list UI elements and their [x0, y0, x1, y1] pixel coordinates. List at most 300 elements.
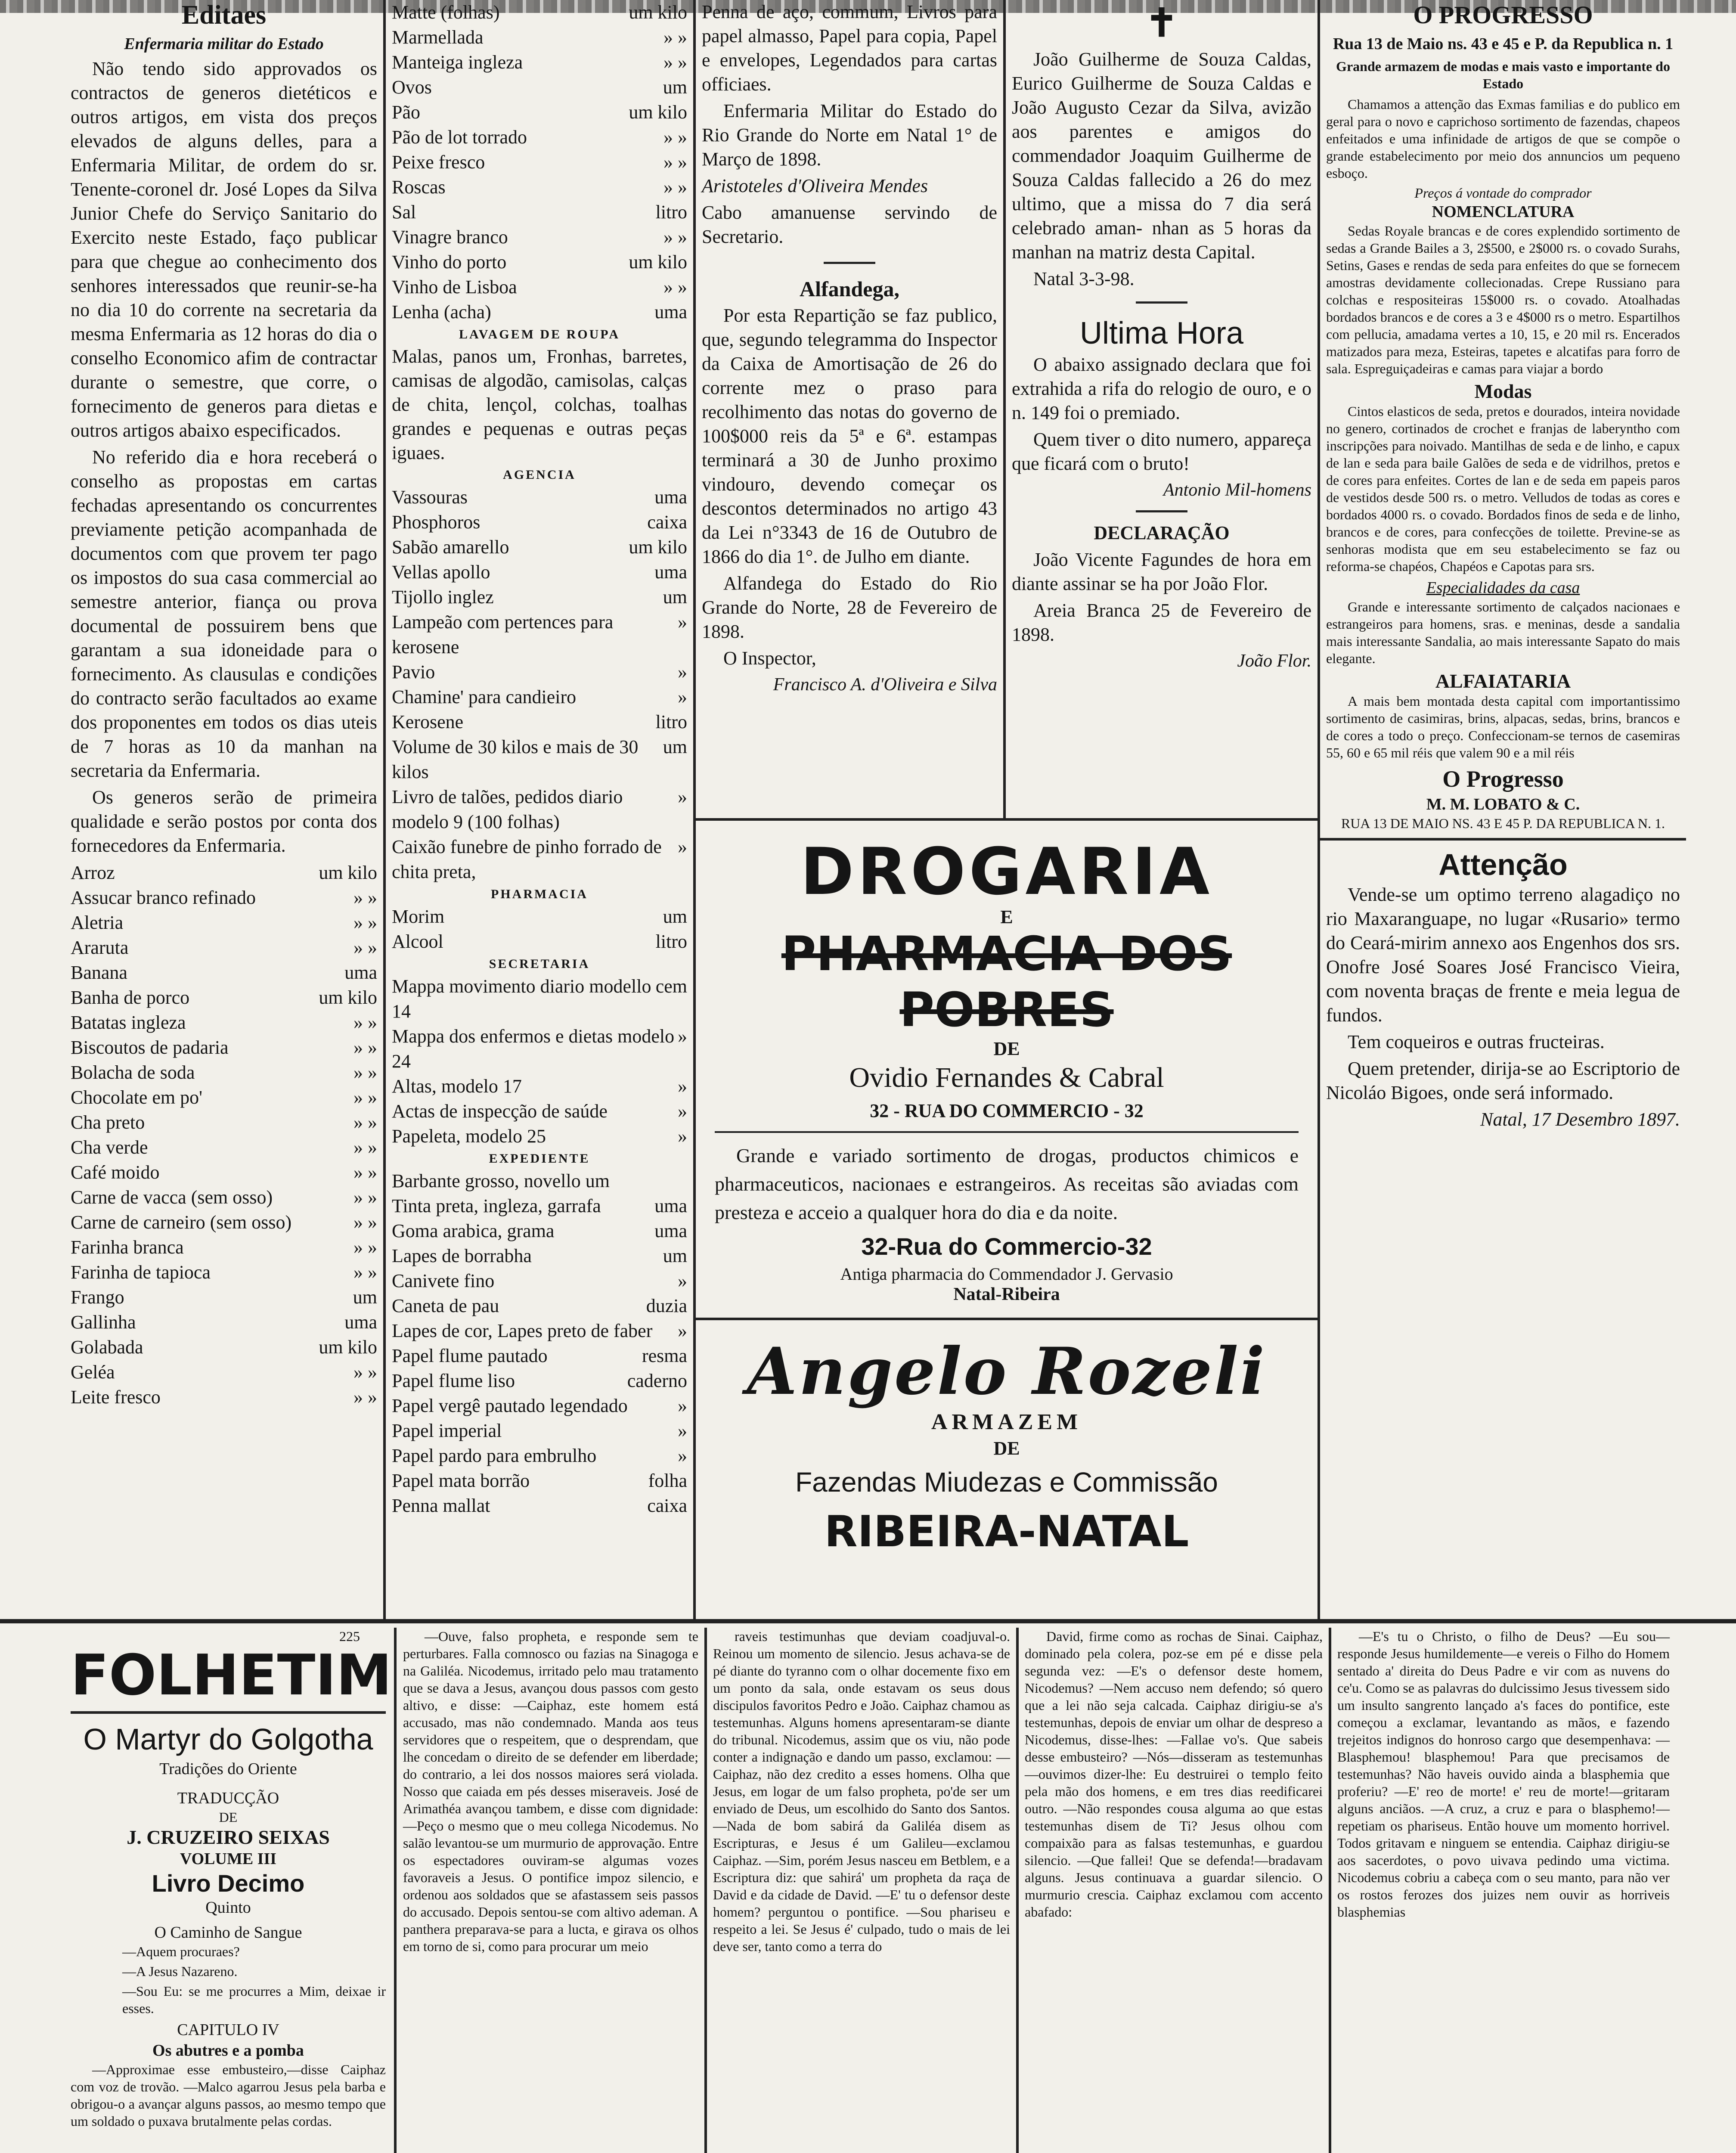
folhetim-chapter: CAPITULO IV	[177, 2021, 279, 2039]
goods-item-name: Assucar branco refinado	[71, 887, 256, 908]
brand-address: RUA 13 DE MAIO NS. 43 E 45 P. DA REPUBLICA N. 1.	[1341, 816, 1665, 831]
goods-item	[392, 1418, 687, 1443]
goods-item-name: Tijollo inglez	[392, 586, 494, 608]
goods-item-unit: » »	[353, 1162, 377, 1183]
goods-item	[392, 50, 687, 75]
folhetim-livro: Livro Decimo	[152, 1870, 305, 1897]
goods-item-unit: caixa	[647, 1495, 687, 1516]
goods-item-name: Lenha (acha)	[392, 301, 491, 323]
laundry-text: Malas, panos um, Fronhas, barretes, camisas de algodão, camisolas, calças de chita, lençol, colchas, toalhas grandes e pequenas e outras peças iguaes.	[392, 346, 687, 463]
alfaiataria-text: A mais bem montada desta capital com importantissimo sortimento de casimiras, brins, alpacas, sedas, brins, brancos e de cores a todo o preço. Confeccionam-se ternos de casemiras 55, 60 e 65 mil réis que valem 90 e a mil réis	[1326, 693, 1680, 760]
goods-item-name: Chocolate em po'	[71, 1087, 203, 1108]
folhetim-volume: VOLUME III	[180, 1850, 277, 1868]
goods-item-name: Livro de talões, pedidos diario modelo 9 (100 folhas)	[392, 786, 623, 832]
goods-item-unit: »	[678, 1320, 687, 1341]
goods-item	[71, 910, 377, 935]
section-heading: SECRETARIA	[489, 957, 590, 971]
goods-item	[392, 560, 687, 585]
story-column	[1019, 1628, 1329, 2153]
goods-item	[392, 1443, 687, 1468]
goods-item-unit: » »	[663, 27, 687, 48]
goods-item-name: Papel flume pautado	[392, 1345, 548, 1366]
goods-item	[71, 1135, 377, 1160]
goods-item-unit: »	[678, 1101, 687, 1122]
goods-item-unit: »	[678, 1026, 687, 1047]
goods-item	[392, 275, 687, 300]
folhetim-number: 225	[339, 1629, 360, 1644]
goods-item-name: Araruta	[71, 937, 129, 958]
goods-item	[392, 929, 687, 954]
store-intro: Chamamos a attenção das Exmas familias e do publico em geral para o novo e caprichoso sortimento de fazendas, chapeos enfeitados e uma infinidade de artigos de que se compõe o grande estabelecimento por meio dos annuncios um pequeno esboço.	[1326, 96, 1680, 181]
goods-item-name: Geléa	[71, 1362, 115, 1383]
goods-item	[71, 860, 377, 885]
alfaiataria-heading: ALFAIATARIA	[1435, 670, 1571, 692]
goods-list	[392, 974, 687, 1149]
drogaria-title: DROGARIA	[800, 835, 1213, 909]
goods-item-unit: »	[678, 611, 687, 633]
folhetim-chapter-title: Os abutres e a pomba	[152, 2041, 304, 2060]
attention-text: Tem coqueiros e outras fructeiras.	[1348, 1031, 1605, 1052]
inspector-label: O Inspector,	[723, 648, 816, 669]
divider	[1320, 838, 1686, 841]
goods-item	[392, 1493, 687, 1518]
goods-list	[392, 0, 687, 325]
goods-item	[71, 1285, 377, 1310]
section-heading: PHARMACIA	[491, 887, 588, 901]
divider	[71, 1711, 386, 1714]
column-header: Editaes	[181, 0, 267, 30]
rozeli-place: RIBEIRA-NATAL	[824, 1506, 1189, 1557]
goods-item-name: Farinha de tapioca	[71, 1262, 211, 1283]
goods-item	[392, 710, 687, 735]
goods-item	[392, 25, 687, 50]
folhetim-traducao: TRADUCÇÃO	[177, 1789, 279, 1807]
goods-item-unit: uma	[654, 301, 687, 323]
goods-item-unit: »	[678, 661, 687, 683]
goods-item-name: Caixão funebre de pinho forrado de chita preta,	[392, 836, 662, 882]
goods-item-name: Alcool	[392, 931, 443, 952]
goods-item	[392, 510, 687, 535]
goods-item	[392, 1074, 687, 1099]
goods-item	[392, 904, 687, 929]
secretaria-note: Enfermaria Militar do Estado do Rio Grande do Norte em Natal 1° de Março de 1898.	[702, 100, 997, 170]
ultima-hora-title: Ultima Hora	[1079, 316, 1244, 351]
goods-item-name: Batatas ingleza	[71, 1012, 186, 1033]
goods-item-unit: um kilo	[629, 537, 687, 558]
goods-item	[71, 1385, 377, 1410]
notice-paragraph: Os generos serão de primeira qualidade e serão postos por conta dos fornecedores da Enfermaria.	[71, 787, 377, 856]
goods-item	[392, 1244, 687, 1269]
goods-item-unit: litro	[655, 202, 687, 223]
goods-item-unit: um kilo	[319, 1337, 377, 1358]
goods-item-name: Ovos	[392, 77, 432, 98]
column-enfermaria	[65, 0, 383, 1619]
goods-item	[392, 175, 687, 200]
folhetim-de: DE	[219, 1809, 238, 1825]
goods-list	[392, 904, 687, 954]
goods-item-name: Vinagre branco	[392, 226, 508, 248]
goods-item-name: Café moido	[71, 1162, 160, 1183]
drogaria-place: Natal-Ribeira	[953, 1284, 1060, 1304]
goods-item	[392, 1294, 687, 1318]
folhetim-quote: —Aquem procuraes?	[122, 1944, 240, 1959]
goods-item-name: Vassouras	[392, 487, 468, 508]
goods-item	[392, 1024, 687, 1074]
goods-item-name: Papel imperial	[392, 1420, 502, 1441]
goods-item-name: Actas de inspecção de saúde	[392, 1101, 608, 1122]
goods-item	[71, 1260, 377, 1285]
especialidades-heading: Especialidades da casa	[1426, 579, 1580, 597]
goods-item-name: Altas, modelo 17	[392, 1076, 522, 1097]
goods-item	[71, 1035, 377, 1060]
goods-item-name: Pavio	[392, 661, 435, 683]
goods-item-unit: um kilo	[629, 251, 687, 273]
goods-item	[392, 974, 687, 1024]
goods-item-unit: »	[678, 1420, 687, 1441]
ultima-hora-text: O abaixo assignado declara que foi extrahida a rifa do relogio de ouro, e o n. 149 foi o premiado.	[1012, 354, 1311, 423]
rozeli-advertisement	[698, 1326, 1316, 1615]
folhetim-title: FOLHETIM	[71, 1642, 392, 1708]
divider	[715, 1131, 1299, 1133]
goods-item-unit: um	[663, 906, 687, 927]
goods-item-name: Aletria	[71, 912, 124, 933]
column-rule	[394, 1628, 397, 2153]
goods-item-name: Carne de vacca (sem osso)	[71, 1187, 273, 1208]
goods-item-name: Papel vergê pautado legendado	[392, 1395, 628, 1416]
goods-item	[392, 1219, 687, 1244]
store-address: Rua 13 de Maio ns. 43 e 45 e P. da Republica n. 1	[1333, 35, 1674, 53]
goods-list	[71, 860, 377, 1410]
goods-item	[392, 1194, 687, 1219]
goods-item	[71, 985, 377, 1010]
goods-item-name: Banha de porco	[71, 987, 190, 1008]
goods-item	[71, 1085, 377, 1110]
goods-item	[71, 1185, 377, 1210]
goods-item	[71, 1210, 377, 1235]
attention-text: Vende-se um optimo terreno alagadiço no rio Maxaranguape, no lugar «Rusario» termo do Ceará-mirim annexo aos Engenhos dos srs. Onofre José Soares José Francisco Vieira, com noventa braças de frente e meia legua de fundos.	[1326, 884, 1680, 1026]
goods-item-unit: uma	[344, 1312, 377, 1333]
goods-item-unit: litro	[655, 711, 687, 732]
drogaria-address-2: 32-Rua do Commercio-32	[861, 1233, 1152, 1260]
drogaria-e: E	[1000, 906, 1013, 928]
goods-item-unit: um	[353, 1287, 377, 1308]
goods-item	[71, 1235, 377, 1260]
goods-item-unit: caderno	[627, 1370, 687, 1391]
goods-item-unit: »	[678, 786, 687, 807]
goods-item-unit: uma	[344, 962, 377, 983]
folhetim-text: —Approximae esse embusteiro,—disse Caiphaz com voz de trovão. —Malco agarrou Jesus pela barba e obrigou-o a avançar alguns passos, ao mesmo tempo que um soldado o puxava brutalmente pelas cordas.	[71, 2062, 386, 2129]
goods-item-unit: uma	[654, 1220, 687, 1241]
goods-item	[71, 1010, 377, 1035]
folhetim-header-column	[65, 1628, 392, 2153]
goods-item-name: Papeleta, modelo 25	[392, 1126, 546, 1147]
goods-item	[392, 1368, 687, 1393]
stationery-lines: Penna de aço, commum, Livros para papel almasso, Papel para copia, Papel e envelopes, Legendados para cartas officiaes.	[702, 1, 997, 95]
column-alfandega	[696, 0, 1003, 818]
goods-item-unit: » »	[353, 1087, 377, 1108]
goods-item-name: Manteiga ingleza	[392, 52, 523, 73]
goods-item-unit: » »	[663, 276, 687, 298]
section-heading: LAVAGEM DE ROUPA	[459, 327, 620, 341]
section-rule	[693, 818, 1320, 821]
folhetim-subtitle: O Martyr do Golgotha	[83, 1722, 373, 1756]
folhetim-quote: —A Jesus Nazareno.	[122, 1964, 238, 1979]
goods-item-name: Cha preto	[71, 1112, 145, 1133]
folhetim-subtitle-2: Tradições do Oriente	[159, 1760, 297, 1778]
goods-item-unit: uma	[654, 487, 687, 508]
goods-item-name: Canivete fino	[392, 1270, 495, 1291]
goods-item-name: Volume de 30 kilos e mais de 30 kilos	[392, 736, 639, 782]
goods-item-unit: caixa	[647, 512, 687, 533]
goods-item-unit: litro	[655, 931, 687, 952]
goods-item-unit: » »	[353, 887, 377, 908]
goods-item	[392, 535, 687, 560]
goods-item-unit: » »	[353, 912, 377, 933]
goods-item-unit: » »	[663, 127, 687, 148]
story-column	[397, 1628, 704, 2153]
goods-item-unit: » »	[353, 1237, 377, 1258]
alfandega-text: Por esta Repartição se faz publico, que, segundo telegramma do Inspector da Caixa de Amortisação de 26 do corrente mez o praso para recolhimento das notas do governo de 100$000 reis da 5ª e 6ª. estampas terminará a 30 de Junho proximo vindouro, devendo começar os descontos determinados no artigo 43 da Lei n°3343 de 16 de Outubro de 1866 do dia 1°. de Julho em diante.	[702, 305, 997, 567]
declaration-signature: João Flor.	[1237, 651, 1311, 671]
goods-item-unit: um kilo	[629, 2, 687, 23]
goods-item-name: Morim	[392, 906, 445, 927]
story-column	[707, 1628, 1016, 2153]
goods-item-unit: »	[678, 1076, 687, 1097]
brand-name: O Progresso	[1442, 766, 1564, 792]
folhetim-author: J. CRUZEIRO SEIXAS	[127, 1826, 330, 1848]
goods-item	[392, 1318, 687, 1343]
divider	[1136, 510, 1187, 512]
goods-item	[71, 1110, 377, 1135]
goods-item-name: Mappa dos enfermos e dietas modelo 24	[392, 1026, 675, 1072]
goods-item-unit: um	[663, 586, 687, 608]
goods-item-unit: » »	[353, 1137, 377, 1158]
attention-date: Natal, 17 Desembro 1897.	[1480, 1109, 1680, 1130]
folhetim-quote: —Sou Eu: se me procurres a Mim, deixae ir esses.	[122, 1983, 386, 2016]
goods-item	[392, 1269, 687, 1294]
ultima-hora-text: Quem tiver o dito numero, appareça que ficará com o bruto!	[1012, 429, 1311, 474]
goods-list	[392, 485, 687, 884]
goods-item-unit: » »	[663, 152, 687, 173]
goods-item-unit: »	[678, 1395, 687, 1416]
declaration-place: Areia Branca 25 de Fevereiro de 1898.	[1012, 600, 1311, 645]
goods-item	[392, 150, 687, 175]
goods-item	[392, 685, 687, 710]
column-notices	[1006, 0, 1318, 818]
goods-item	[392, 610, 687, 660]
story-text: David, firme como as rochas de Sinai. Caiphaz, dominado pela colera, poz-se em pé e disse pela segunda vez: —E's o defensor deste homem, Nicodemus? —Nem accuso nem defendo; só quero que a lei não seja calcada. Caiphaz dirigiu-se a's testemunhas, depois de enviar um olhar de despreso a Nicodemus, disse-lhes: —Fallae vo's. Que sabeis desse embusteiro? —Nós—disseram as testemunhas—ouvimos dizer-lhe: Eu destruirei o templo feito pela mão dos homens, e em tres dias reedificarei outro. —Não respondes cousa alguma ao que estas testemunhas disem de Ti? Jesus olhou com compaixão para as falsas testemunhas, e guardou silencio. —Que fallei! Que se defenda!—bradavam alguns. Jesus continuava a guardar silencio. O murmurio crescia. Caiphaz exclamou com accento abafado:	[1025, 1629, 1323, 1920]
folhetim-caminho: O Caminho de Sangue	[154, 1923, 302, 1942]
goods-item-unit: cem	[655, 976, 687, 997]
store-intro-note: Preços á vontade do comprador	[1414, 185, 1592, 201]
goods-item-name: Bolacha de soda	[71, 1062, 195, 1083]
goods-item-unit: » »	[353, 1012, 377, 1033]
goods-item	[392, 125, 687, 150]
goods-item-unit: » »	[353, 1262, 377, 1283]
section-heading: EXPEDIENTE	[489, 1151, 590, 1166]
goods-item-name: Tinta preta, ingleza, garrafa	[392, 1195, 601, 1216]
goods-item-unit: » »	[353, 1387, 377, 1408]
goods-item-unit: um kilo	[319, 987, 377, 1008]
goods-item-name: Barbante grosso, novello um	[392, 1170, 610, 1191]
goods-item	[71, 935, 377, 960]
goods-item	[392, 250, 687, 275]
cross-icon: ✝	[1145, 2, 1178, 45]
goods-item-name: Papel mata borrão	[392, 1470, 530, 1491]
goods-item-unit: um	[663, 736, 687, 757]
drogaria-owners: Ovidio Fernandes & Cabral	[849, 1062, 1164, 1093]
goods-item-name: Golabada	[71, 1337, 143, 1358]
goods-item-name: Mappa movimento diario modello 14	[392, 976, 651, 1022]
goods-item-name: Pão de lot torrado	[392, 127, 527, 148]
goods-item-unit: duzia	[646, 1295, 687, 1316]
notice-title: Enfermaria militar do Estado	[124, 35, 324, 53]
goods-item-unit: »	[678, 1270, 687, 1291]
goods-item	[392, 585, 687, 610]
rozeli-name: Angelo Rozeli	[747, 1334, 1267, 1409]
goods-item	[392, 735, 687, 785]
goods-item	[71, 1310, 377, 1335]
drogaria-de: DE	[993, 1038, 1020, 1059]
goods-item-name: Phosphoros	[392, 512, 480, 533]
goods-item-name: Marmellada	[392, 27, 484, 48]
attention-text: Quem pretender, dirija-se ao Escriptorio de Nicoláo Bigoes, onde será informado.	[1326, 1058, 1680, 1103]
goods-item	[392, 1468, 687, 1493]
section-rule	[0, 1619, 1736, 1623]
rozeli-armazem: ARMAZEM	[931, 1410, 1082, 1434]
goods-item-unit: uma	[654, 562, 687, 583]
section-rule	[693, 1318, 1320, 1320]
goods-item-unit: »	[678, 686, 687, 707]
declaration-text: João Vicente Fagundes de hora em diante assinar se ha por João Flor.	[1012, 549, 1311, 594]
nomenclatura-heading: NOMENCLATURA	[1432, 203, 1575, 221]
goods-item-name: Pão	[392, 102, 420, 123]
obituary-text: João Guilherme de Souza Caldas, Eurico Guilherme de Souza Caldas e João Augusto Cezar da Silva, avizão aos parentes e amigos do commendador Joaquim Guilherme de Souza Caldas fallecido a 26 do mez ultimo, que a missa do 7 dia será celebrado aman- nhan as 5 horas da manhan na matriz desta Capital.	[1012, 49, 1311, 263]
goods-item-name: Papel flume liso	[392, 1370, 515, 1391]
alfandega-place: Alfandega do Estado do Rio Grande do Norte, 28 de Fevereiro de 1898.	[702, 573, 997, 642]
goods-item-name: Caneta de pau	[392, 1295, 499, 1316]
goods-item-name: Farinha branca	[71, 1237, 184, 1258]
signature: Aristoteles d'Oliveira Mendes	[702, 175, 928, 196]
column-o-progresso	[1320, 0, 1686, 1619]
goods-item-name: Sal	[392, 202, 416, 223]
goods-item	[392, 485, 687, 510]
goods-item-unit: um kilo	[319, 862, 377, 883]
goods-item-unit: » »	[353, 1037, 377, 1058]
goods-item	[392, 1124, 687, 1149]
goods-item-name: Frango	[71, 1287, 124, 1308]
notice-paragraph: Não tendo sido approvados os contractos de generos dietéticos e outros artigos, em vista dos preços elevados de alguns delles, para a Enfermaria Militar, de ordem do sr. Tenente-coronel dr. José Lopes da Silva Junior Chefe do Serviço Sanitario do Exercito neste Estado, faço publicar para que chegue ao conhecimento dos senhores interessados que reunir-se-ha no dia 10 do corrente na secretaria da mesma Enfermaria as 12 horas do dia o conselho Economico afim de contractar durante o semestre, que corre, o fornecimento de generos para dietas e outros artigos abaixo especificados.	[71, 58, 377, 441]
nomenclatura-text: Sedas Royale brancas e de cores explendido sortimento de sedas a Grande Bailes a 3, 2$500, e 2$000 rs. o covado Surahs, Setins, Gases e rendas de seda para enfeites do que se fornecem amostras devidamente collecionadas. Crepe Russiano para colchas e respositeiras 15$000 rs. o covado. Atoalhadas bordados brancos e de cores a 3 e 4$000 rs o metro. Espartilhos com pellucia, amadama vertes a 10, 15, e 20 mil rs. Encerados matizados para meza, Esteiras, tapetes e alcatifas para forro de sala. Espreguiçadeiras e camas para viajar a bordo	[1326, 223, 1680, 376]
signature-role: Cabo amanuense servindo de Secretario.	[702, 202, 997, 247]
goods-item-name: Vinho do porto	[392, 251, 507, 273]
story-column	[1331, 1628, 1676, 2153]
goods-item	[392, 1343, 687, 1368]
goods-item-unit: folha	[648, 1470, 687, 1491]
goods-item	[71, 885, 377, 910]
goods-item	[392, 100, 687, 125]
goods-item-name: Papel pardo para embrulho	[392, 1445, 597, 1466]
notice-paragraph: No referido dia e hora receberá o conselho as propostas em cartas fechadas apresentando os concurrentes previamente petição acompanhada de documentos com que provem ter pago os impostos do sua casa commercial ao semestre anterior, fiança ou prova documental de possuirem bens que garantam a sua idoneidade para o fornecimento. As clausulas e condições do contracto serão facultados ao exame dos proponentes em todos os dias uteis de 7 horas as 10 da manhan na secretaria da Enfermaria.	[71, 447, 377, 781]
goods-item-unit: » »	[663, 177, 687, 198]
goods-item-unit: » »	[663, 52, 687, 73]
drogaria-text: Grande e variado sortimento de drogas, productos chimicos e pharmaceuticos, nacionaes e estrangeiros. As receitas são aviadas com presteza e acceio a qualquer hora do dia e da noite.	[715, 1145, 1299, 1223]
goods-item-name: Lampeão com pertences para kerosene	[392, 611, 614, 658]
goods-item-unit: » »	[353, 1187, 377, 1208]
column-items-list	[386, 0, 693, 1619]
story-text: —E's tu o Christo, o filho de Deus? —Eu sou—responde Jesus humildemente—e vereis o Filho do Homem sentado a' direita do Deus Padre e vir com as nuvens do ce'u. Como se as palavras do dulcissimo Jesus tivessem sido um insulto sangrento lançado a's faces do pontifice, este começou a exclamar, levantando as mãos, e fazendo trejeitos indignos do honroso cargo que desempenhava: —Blasphemou! blasphemou! Para que precisamos de testemunhas? Não haveis ouvido ainda a blasphemia que proferiu? —E' reo de morte! e' reu de morte!—gritaram alguns anciãos. —A cruz, a cruz e para o blasphemo!—repetiam os phariseus. Então houve um momento horrivel. Todos gritavam e ninguem se entendia. Caiphaz dirigiu-se aos sacerdotes, o povo uivava pedindo uma victima. Nicodemus cobriu a cabeça com o seu manto, para não ver os rostos ferozes dos juizes nem ouvir as horriveis blasphemias	[1337, 1629, 1670, 1920]
goods-item-name: Peixe fresco	[392, 152, 485, 173]
goods-item	[392, 660, 687, 685]
divider	[824, 262, 875, 264]
goods-item-name: Leite fresco	[71, 1387, 161, 1408]
goods-item-name: Lapes de cor, Lapes preto de faber	[392, 1320, 653, 1341]
drogaria-address: 32 - RUA DO COMMERCIO - 32	[870, 1100, 1144, 1121]
goods-item-name: Sabão amarello	[392, 537, 509, 558]
ultima-hora-signature: Antonio Mil-homens	[1163, 480, 1311, 500]
goods-item-unit: um	[663, 77, 687, 98]
goods-item-unit: » »	[353, 1112, 377, 1133]
story-text: —Ouve, falso propheta, e responde sem te perturbares. Falla comnosco ou fazias na Sinagoga e na Galiléa. Nicodemus, irritado pelo mau tratamento que se dava a Jesus, avançou dous passos com gesto altivo, e disse: —Caiphaz, este homem está accusado, mas não condemnado. Manda aos teus servidores que o respeitem, que o desprendam, que lhe concedam o direito de se defender em liberdade; do contrario, a lei dos nossos maiores será violada. Nosso que caiada em pés desses miseraveis. José de Arimathéa avançou tambem, e disse com dignidade: —Peço o mesmo que o meu collega Nicodemus. No salão levantou-se um murmurio de approvação. Entre os espectadores ouviram-se algumas vozes favoraveis a Jesus. O pontifice impoz silencio, e ordenou aos soldados que se afastassem seis passos do accusado. Depois sentou-se com altivo ademan. A panthera preparava-se para a lucta, e girava os olhos em torno de si, como para procurar um meio	[403, 1629, 698, 1954]
store-header: O PROGRESSO	[1413, 1, 1593, 29]
divider	[1136, 301, 1187, 304]
declaration-title: DECLARAÇÃO	[1094, 522, 1230, 543]
goods-item-unit: »	[678, 836, 687, 857]
goods-item-name: Carne de carneiro (sem osso)	[71, 1212, 292, 1233]
goods-item	[392, 0, 687, 25]
goods-item-name: Roscas	[392, 177, 446, 198]
goods-item-name: Vinho de Lisboa	[392, 276, 517, 298]
goods-item-unit: resma	[642, 1345, 687, 1366]
goods-item-name: Biscoutos de padaria	[71, 1037, 229, 1058]
goods-item	[71, 1335, 377, 1360]
goods-item-unit: » »	[663, 226, 687, 248]
goods-item-name: Chamine' para candieiro	[392, 686, 577, 707]
rozeli-de: DE	[993, 1438, 1020, 1459]
obituary-date: Natal 3-3-98.	[1033, 268, 1135, 289]
drogaria-advertisement	[698, 827, 1316, 1313]
goods-item-name: Gallinha	[71, 1312, 136, 1333]
goods-item-name: Goma arabica, grama	[392, 1220, 555, 1241]
goods-item-name: Banana	[71, 962, 127, 983]
attention-title: Attenção	[1438, 848, 1568, 881]
goods-list	[392, 1169, 687, 1518]
goods-item-unit: » »	[353, 937, 377, 958]
alfandega-title: Alfandega,	[800, 277, 899, 301]
goods-item	[71, 1060, 377, 1085]
goods-item-unit: um kilo	[629, 102, 687, 123]
goods-item	[71, 960, 377, 985]
goods-item-name: Vellas apollo	[392, 562, 490, 583]
drogaria-note: Antiga pharmacia do Commendador J. Gervasio	[840, 1264, 1173, 1284]
goods-item-name: Cha verde	[71, 1137, 148, 1158]
modas-heading: Modas	[1474, 380, 1532, 402]
goods-item	[392, 1393, 687, 1418]
goods-item	[392, 835, 687, 884]
story-text: raveis testimunhas que deviam coadjuval-o. Reinou um momento de silencio. Jesus achava-se de pé diante do tyranno com o olhar docemente fixo em um ponto da sala, onde estavam os seus dous discipulos favoritos Pedro e João. Caiphaz chamou as testemunhas. Alguns homens apresentaram-se diante do tribunal. Nicodemus, assim que os viu, não pode conter a indignação e dando um passo, exclamou: —Caiphaz, não dez credito a esses homens. Olha que Jesus, em logar de um falso propheta, po'de ser um enviado de Deus, um escolhido do Santo dos Santos. —Nada de bom sabirá da Galiléa disem as Escripturas, e Jesus é um Galileu—exclamou Caiphaz. —Sim, porém Jesus nasceu em Betblem, e a Escriptura diz: que sahirá' um propheta da raça de David e da cidade de David. —E' tu o defensor deste homem? perguntou o pontifice. —Sou phariseu e respeito a lei. Se Jesus é' culpado, tudo o mais de lei deve ser, tanto como a terra do	[713, 1629, 1010, 1954]
store-slogan: Grande armazem de modas e mais vasto e importante do Estado	[1336, 59, 1670, 91]
goods-item	[71, 1360, 377, 1385]
especialidades-text: Grande e interessante sortimento de calçados nacionaes e estrangeiros para homens, sras. e meninas, desde a sandalia mais interessante Sandalia, ao mais interessante Sapato do mais elegante.	[1326, 599, 1680, 666]
goods-item-name: Arroz	[71, 862, 115, 883]
goods-item-unit: » »	[353, 1062, 377, 1083]
goods-item	[71, 1160, 377, 1185]
goods-item-unit: » »	[353, 1212, 377, 1233]
modas-text: Cintos elasticos de seda, pretos e dourados, inteira novidade no genero, cortinados de crochet e franjas de laberyntho com inscripções para noivado. Mantilhas de seda e de linho, e capux de lan e seda para baile Galões de seda e de vidrilhos, pretos e de cores para enfeites. Cortes de lan e de seda em papeis paros de vestidos desde 500 rs. o metro. Velludos de todas as cores e bordados 4000 rs. o covado. Bordados finos de seda e de linho, brancos e de cores, para confecções de toilette. Previne-se as senhoras modista que em seu estabelecimento se faz ou reforma-se chapéos, Chapéos e Capotas para srs.	[1326, 403, 1680, 574]
goods-item	[392, 1169, 687, 1194]
rozeli-line: Fazendas Miudezas e Commissão	[795, 1467, 1218, 1498]
goods-item	[392, 200, 687, 225]
